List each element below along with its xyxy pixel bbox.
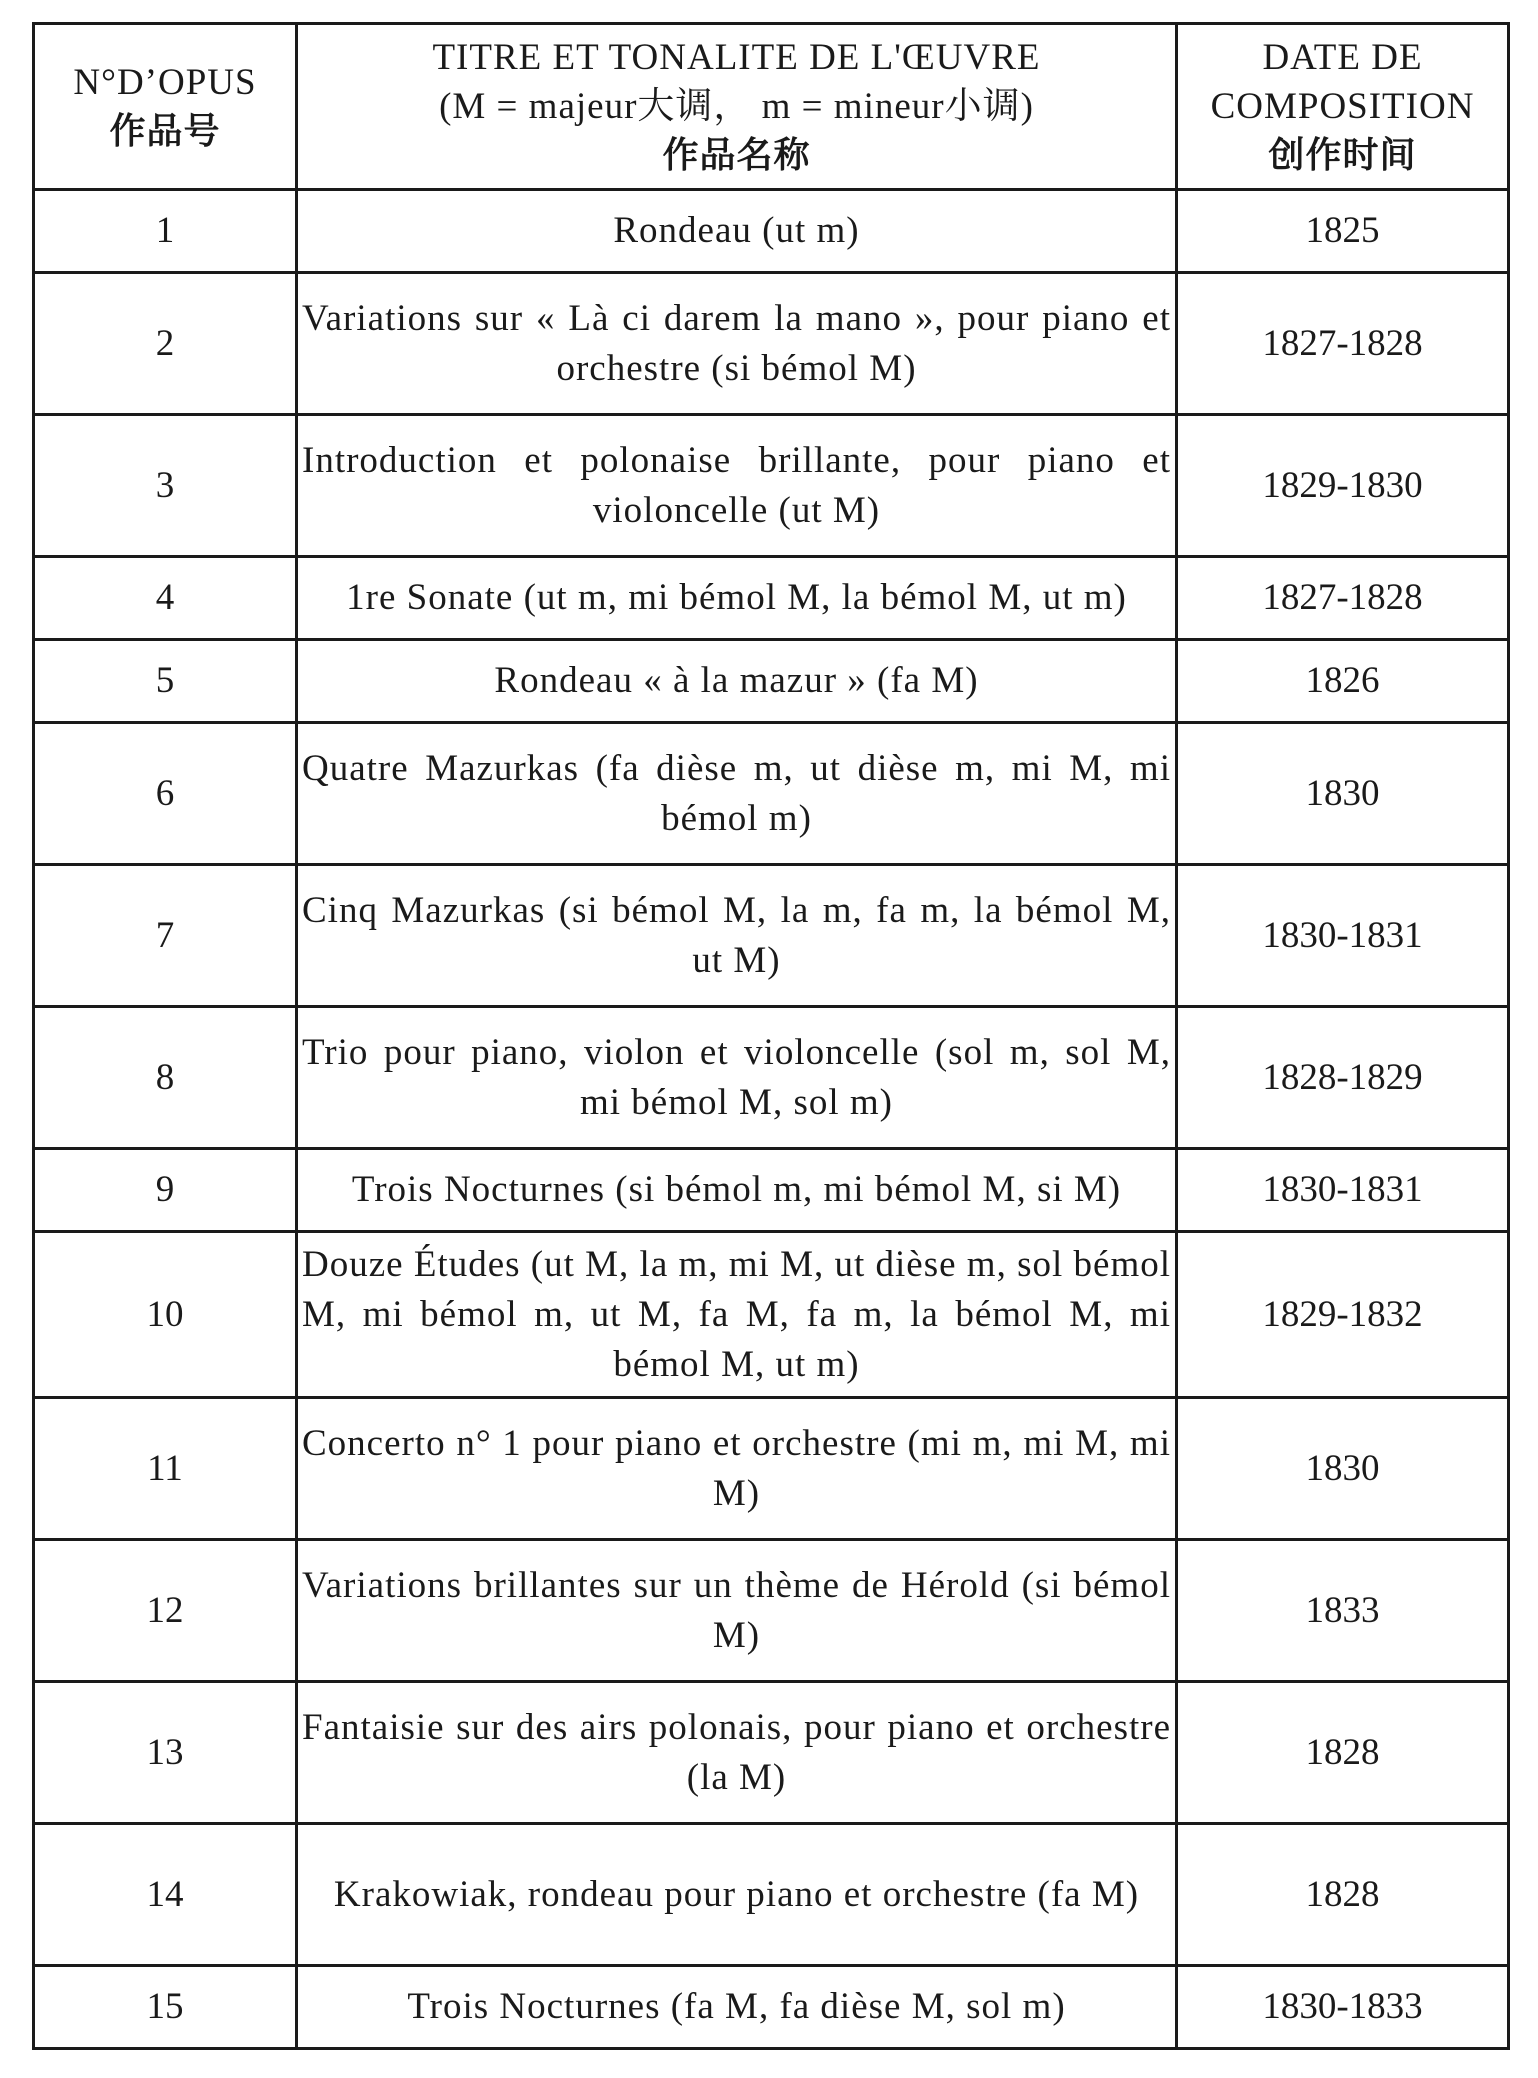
- table-row: [34, 1398, 1509, 1540]
- header-title-zh: 作品名称: [662, 135, 811, 176]
- composition-date: 1830: [1177, 1398, 1509, 1540]
- table-row: [34, 1149, 1509, 1232]
- table-row: [34, 190, 1509, 273]
- table-row: [34, 640, 1509, 723]
- work-title: Variations brillantes sur un thème de Hérold (si bémol M): [297, 1540, 1177, 1682]
- opus-number: 6: [34, 723, 297, 865]
- header-date-fr-2: COMPOSITION: [1210, 86, 1475, 127]
- composition-date: 1825: [1177, 190, 1509, 273]
- header-date: [1177, 24, 1509, 190]
- table-row: [34, 1682, 1509, 1824]
- work-title: 1re Sonate (ut m, mi bémol M, la bémol M, ut m): [297, 557, 1177, 640]
- work-title: Rondeau (ut m): [297, 190, 1177, 273]
- header-opus-zh: 作品号: [109, 110, 221, 152]
- work-title: Trois Nocturnes (si bémol m, mi bémol M, si M): [297, 1149, 1177, 1232]
- header-title: [297, 24, 1177, 190]
- composition-date: 1833: [1177, 1540, 1509, 1682]
- composition-date: 1830-1833: [1177, 1966, 1509, 2049]
- opus-number: 13: [34, 1682, 297, 1824]
- composition-date: 1827-1828: [1177, 273, 1509, 415]
- page: [32, 22, 1510, 2050]
- table-row: [34, 865, 1509, 1007]
- composition-date: 1827-1828: [1177, 557, 1509, 640]
- header-opus: [34, 24, 297, 190]
- opus-number: 8: [34, 1007, 297, 1149]
- composition-date: 1828: [1177, 1824, 1509, 1966]
- composition-date: 1830-1831: [1177, 1149, 1509, 1232]
- header-title-fr: TITRE ET TONALITE DE L'ŒUVRE: [432, 37, 1041, 78]
- composition-date: 1828-1829: [1177, 1007, 1509, 1149]
- opus-table: [32, 22, 1510, 2050]
- header-date-zh: 创作时间: [1268, 135, 1417, 176]
- opus-number: 5: [34, 640, 297, 723]
- opus-number: 15: [34, 1966, 297, 2049]
- table-row: [34, 723, 1509, 865]
- composition-date: 1830-1831: [1177, 865, 1509, 1007]
- table-row: [34, 273, 1509, 415]
- table-row: [34, 557, 1509, 640]
- opus-number: 12: [34, 1540, 297, 1682]
- work-title: Trois Nocturnes (fa M, fa dièse M, sol m): [297, 1966, 1177, 2049]
- opus-number: 4: [34, 557, 297, 640]
- opus-number: 9: [34, 1149, 297, 1232]
- work-title: Introduction et polonaise brillante, pour piano et violoncelle (ut M): [297, 415, 1177, 557]
- work-title: Concerto n° 1 pour piano et orchestre (mi m, mi M, mi M): [297, 1398, 1177, 1540]
- table-row: [34, 1540, 1509, 1682]
- opus-number: 1: [34, 190, 297, 273]
- opus-number: 14: [34, 1824, 297, 1966]
- composition-date: 1829-1832: [1177, 1232, 1509, 1398]
- composition-date: 1830: [1177, 723, 1509, 865]
- work-title: Quatre Mazurkas (fa dièse m, ut dièse m, mi M, mi bémol m): [297, 723, 1177, 865]
- opus-number: 10: [34, 1232, 297, 1398]
- work-title: Fantaisie sur des airs polonais, pour piano et orchestre (la M): [297, 1682, 1177, 1824]
- table-row: [34, 1007, 1509, 1149]
- header-opus-fr: N°D’OPUS: [73, 61, 257, 103]
- header-date-fr-1: DATE DE: [1262, 37, 1423, 78]
- table-row: [34, 1824, 1509, 1966]
- table-row: [34, 415, 1509, 557]
- composition-date: 1826: [1177, 640, 1509, 723]
- work-title: Rondeau « à la mazur » (fa M): [297, 640, 1177, 723]
- composition-date: 1828: [1177, 1682, 1509, 1824]
- header-row: [34, 24, 1509, 190]
- opus-number: 3: [34, 415, 297, 557]
- work-title: Variations sur « Là ci darem la mano », pour piano et orchestre (si bémol M): [297, 273, 1177, 415]
- work-title: Douze Études (ut M, la m, mi M, ut dièse m, sol bémol M, mi bémol m, ut M, fa M, fa m, la bémol M, mi bémol M, ut m): [297, 1232, 1177, 1398]
- opus-number: 7: [34, 865, 297, 1007]
- table-row: [34, 1966, 1509, 2049]
- work-title: Cinq Mazurkas (si bémol M, la m, fa m, la bémol M, ut M): [297, 865, 1177, 1007]
- table-row: [34, 1232, 1509, 1398]
- composition-date: 1829-1830: [1177, 415, 1509, 557]
- work-title: Krakowiak, rondeau pour piano et orchestre (fa M): [297, 1824, 1177, 1966]
- opus-number: 11: [34, 1398, 297, 1540]
- opus-number: 2: [34, 273, 297, 415]
- header-title-legend: (M = majeur大调， m = mineur小调): [439, 86, 1034, 127]
- work-title: Trio pour piano, violon et violoncelle (sol m, sol M, mi bémol M, sol m): [297, 1007, 1177, 1149]
